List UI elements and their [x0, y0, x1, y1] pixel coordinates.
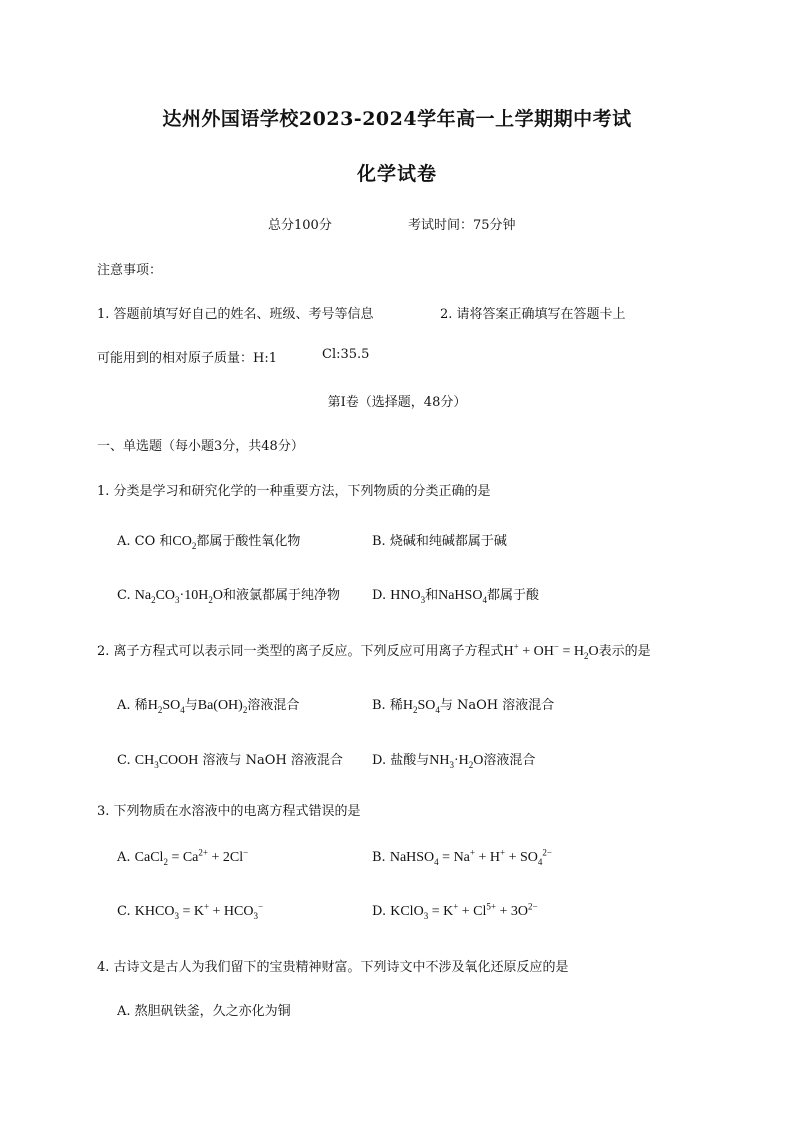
co2-formula: $CO_2$: [172, 534, 197, 551]
q3-option-d[interactable]: [372, 901, 538, 921]
atomic-mass-cl: Cl:35.5: [322, 347, 370, 362]
option-label: C.: [117, 753, 131, 768]
option-label: B.: [372, 534, 386, 549]
ch3cooh-formula: $CH_3COOH$: [134, 753, 199, 770]
question-2-stem: [97, 640, 651, 660]
option-label: C.: [117, 904, 131, 919]
hno3-formula: $HNO_3$: [390, 588, 426, 605]
q1-option-c[interactable]: [117, 584, 340, 604]
q2-option-b[interactable]: [372, 694, 554, 714]
option-text: 稀: [134, 698, 148, 713]
section-heading: 一、单选题（每小题3分，共48分）: [97, 439, 304, 454]
q1-option-d[interactable]: [372, 584, 539, 604]
nahso4-formula: NaHSO$_4$: [438, 588, 487, 605]
option-label: C.: [117, 588, 131, 603]
option-text: 稀: [389, 698, 403, 713]
notes-item-2: 2. 请将答案正确填写在答题卡上: [440, 307, 626, 322]
option-text: 盐酸与: [390, 753, 430, 768]
option-text: 和液氯都属于纯净物: [222, 588, 340, 603]
exam-time: 考试时间：75分钟: [408, 218, 516, 233]
q2-option-d[interactable]: [372, 749, 535, 769]
q1-option-a[interactable]: [117, 530, 300, 550]
option-text: 都属于酸性氧化物: [196, 534, 301, 549]
question-3-stem: 3. 下列物质在水溶液中的电离方程式错误的是: [97, 804, 361, 819]
q2-option-c[interactable]: [117, 749, 343, 769]
option-text: 溶液混合: [483, 753, 536, 768]
exam-title: 达州外国语学校2023-2024学年高一上学期期中考试: [162, 108, 632, 130]
option-label: B.: [372, 850, 386, 865]
option-text: CO 和: [134, 534, 173, 549]
question-4-stem: 4. 古诗文是古人为我们留下的宝贵精神财富。下列诗文中不涉及氧化还原反应的是: [97, 960, 569, 975]
option-text: 溶液混合: [247, 698, 300, 713]
option-text: 熬胆矾铁釜，久之亦化为铜: [134, 1004, 291, 1019]
exam-subtitle: 化学试卷: [356, 163, 437, 185]
option-text: 和: [425, 588, 439, 603]
option-label: A.: [117, 850, 131, 865]
notes-heading: 注意事项：: [97, 263, 163, 278]
part1-heading: 第I卷（选择题，48分）: [327, 395, 467, 410]
option-label: D.: [372, 904, 387, 919]
baoh2-formula: $Ba(OH)_2$: [197, 698, 248, 715]
ionic-equation: $H^+ + OH^- = H_2O$: [503, 641, 599, 661]
notes-item-1: 1. 答题前填写好自己的姓名、班级、考号等信息: [97, 307, 374, 322]
q3-option-c[interactable]: [117, 901, 264, 921]
option-text: 溶液与 NaOH 溶液混合: [202, 753, 343, 768]
q1-option-b[interactable]: [372, 530, 507, 549]
stem-text: 表示的是: [598, 644, 651, 659]
q3-option-a[interactable]: [117, 847, 249, 867]
option-text: 烧碱和纯碱都属于碱: [389, 534, 507, 549]
option-label: A.: [117, 1004, 131, 1019]
na2co3-formula: $Na_2CO_3\cdot 10H_2O$: [134, 588, 223, 605]
option-text: 都属于酸: [486, 588, 539, 603]
kclo3-equation: KClO$_3$ = $K^+ + Cl^{5+} + 3O^{2-}$: [390, 901, 538, 921]
h2so4-formula: $H_2SO_4$: [402, 698, 440, 715]
question-1-stem: 1. 分类是学习和研究化学的一种重要方法，下列物质的分类正确的是: [97, 484, 491, 499]
khco3-equation: $KHCO_3 = K^+ + HCO_3^-$: [134, 901, 264, 921]
option-text: 与 NaOH 溶液混合: [439, 698, 555, 713]
q4-option-a[interactable]: [117, 1000, 291, 1019]
option-label: D.: [372, 753, 387, 768]
cacl2-equation: CaCl$_2$ = $Ca^{2+} + 2Cl^-$: [134, 847, 249, 867]
total-score: 总分100分: [268, 218, 332, 233]
atomic-mass-h: 可能用到的相对原子质量：H:1: [97, 351, 277, 366]
q3-option-b[interactable]: [372, 847, 552, 867]
h2so4-formula: $H_2SO_4$: [147, 698, 185, 715]
option-label: D.: [372, 588, 387, 603]
q2-option-a[interactable]: [117, 694, 299, 714]
stem-text: 2. 离子方程式可以表示同一类型的离子反应。下列反应可用离子方程式: [97, 644, 504, 659]
option-label: B.: [372, 698, 386, 713]
option-text: 与: [184, 698, 198, 713]
option-label: A.: [117, 698, 131, 713]
option-label: A.: [117, 534, 131, 549]
nh3h2o-formula: $NH_3\cdot H_2O$: [429, 753, 484, 770]
nahso4-equation: NaHSO$_4$ = $Na^+ + H^+ + SO_4^{2-}$: [389, 847, 552, 867]
